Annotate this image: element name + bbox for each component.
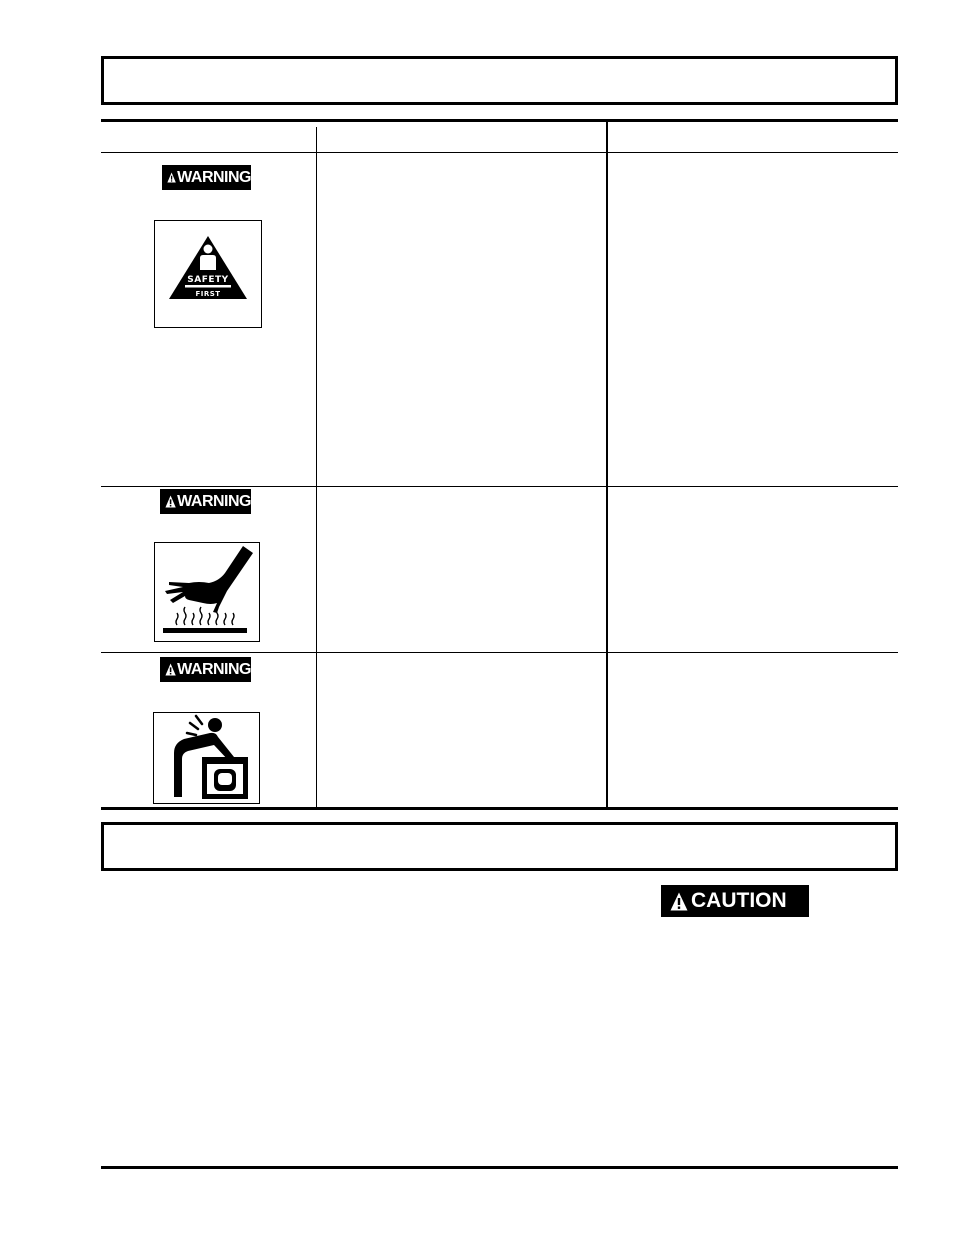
safety-text: SAFETY xyxy=(187,275,229,285)
warning-badge xyxy=(160,489,251,514)
hot-surface-pictogram xyxy=(154,542,260,642)
column-divider-1 xyxy=(316,127,317,807)
alert-triangle-icon xyxy=(165,662,176,677)
column-divider-2 xyxy=(606,122,608,808)
footer-rule xyxy=(101,1166,898,1169)
caution-label: CAUTION xyxy=(691,889,787,912)
alert-triangle-icon xyxy=(670,892,688,911)
table-header-rule xyxy=(101,152,898,153)
alert-triangle-icon xyxy=(167,170,176,185)
table-top-rule xyxy=(101,119,898,122)
caution-badge xyxy=(661,885,809,917)
header-title-box xyxy=(101,56,898,105)
safety-first-icon xyxy=(155,221,261,327)
head-bump-hazard-icon xyxy=(154,713,259,803)
section-title-box xyxy=(101,822,898,871)
first-text: FIRST xyxy=(195,290,221,298)
row-divider-1 xyxy=(101,486,898,487)
head-bump-pictogram xyxy=(153,712,260,804)
safety-first-pictogram xyxy=(154,220,262,328)
warning-label: WARNING xyxy=(177,168,251,186)
warning-badge xyxy=(160,657,251,682)
warning-badge xyxy=(162,165,251,190)
warning-label: WARNING xyxy=(177,660,251,678)
hot-surface-icon xyxy=(155,543,259,641)
row-divider-2 xyxy=(101,652,898,653)
table-bottom-rule xyxy=(101,807,898,810)
warning-label: WARNING xyxy=(177,492,251,510)
alert-triangle-icon xyxy=(165,494,176,509)
